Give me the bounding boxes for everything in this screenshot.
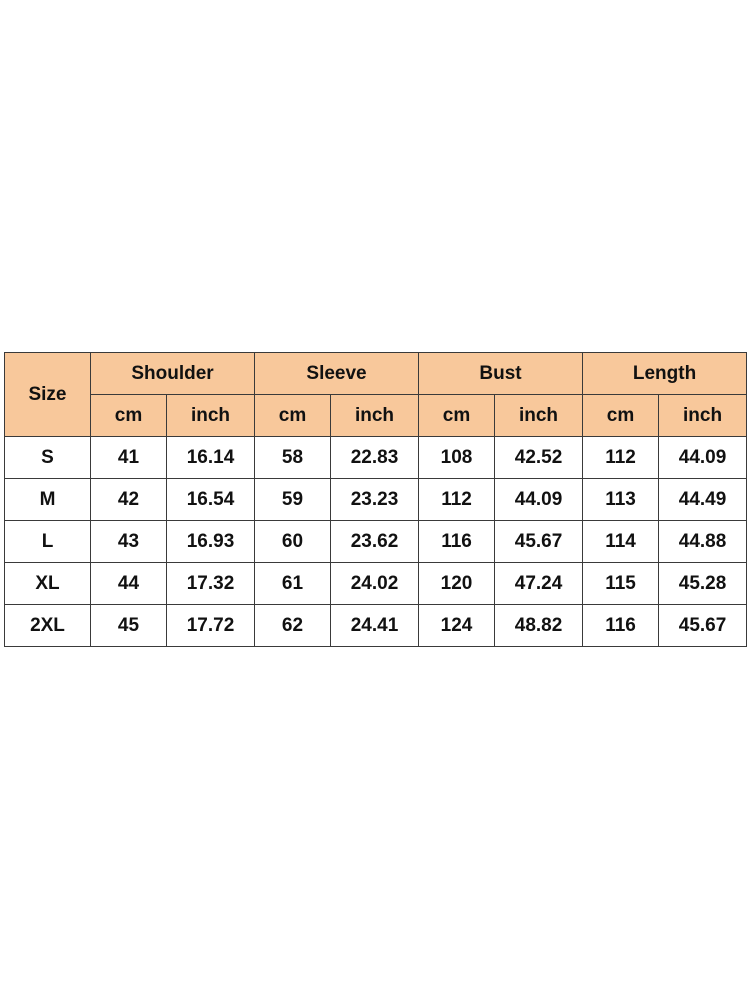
table-cell: 17.32: [167, 563, 255, 605]
table-cell: 44.88: [659, 521, 747, 563]
table-cell: 45: [91, 605, 167, 647]
table-cell: 23.62: [331, 521, 419, 563]
table-cell: 22.83: [331, 437, 419, 479]
unit-header: inch: [167, 395, 255, 437]
table-cell: 47.24: [495, 563, 583, 605]
unit-header: cm: [255, 395, 331, 437]
table-cell: 17.72: [167, 605, 255, 647]
unit-header: inch: [495, 395, 583, 437]
table-cell: 24.02: [331, 563, 419, 605]
table-cell: 45.67: [659, 605, 747, 647]
table-row: [5, 563, 747, 605]
table-cell: 112: [419, 479, 495, 521]
table-cell: 61: [255, 563, 331, 605]
table-cell: 44.09: [659, 437, 747, 479]
table-cell: 120: [419, 563, 495, 605]
table-cell: 60: [255, 521, 331, 563]
table-cell: 108: [419, 437, 495, 479]
table-row: [5, 605, 747, 647]
header-row-groups: [5, 353, 747, 395]
unit-header: inch: [659, 395, 747, 437]
table-cell: 114: [583, 521, 659, 563]
table-cell: 48.82: [495, 605, 583, 647]
table-cell: 45.28: [659, 563, 747, 605]
table-cell: 16.93: [167, 521, 255, 563]
size-header: Size: [5, 353, 91, 437]
table-row: [5, 521, 747, 563]
bust-header: Bust: [419, 353, 583, 395]
table-cell: 112: [583, 437, 659, 479]
table-cell: 58: [255, 437, 331, 479]
table-header: [5, 353, 747, 437]
table-cell: 59: [255, 479, 331, 521]
table-cell: 116: [583, 605, 659, 647]
size-chart-table: [4, 352, 747, 647]
header-row-units: [5, 395, 747, 437]
size-cell: M: [5, 479, 91, 521]
table-cell: 44: [91, 563, 167, 605]
table-cell: 45.67: [495, 521, 583, 563]
table-cell: 16.14: [167, 437, 255, 479]
size-cell: S: [5, 437, 91, 479]
shoulder-header: Shoulder: [91, 353, 255, 395]
table-body: [5, 437, 747, 647]
unit-header: cm: [419, 395, 495, 437]
table-cell: 16.54: [167, 479, 255, 521]
table-cell: 44.09: [495, 479, 583, 521]
table-row: [5, 479, 747, 521]
table-cell: 116: [419, 521, 495, 563]
unit-header: inch: [331, 395, 419, 437]
size-cell: XL: [5, 563, 91, 605]
table-cell: 124: [419, 605, 495, 647]
table-row: [5, 437, 747, 479]
unit-header: cm: [91, 395, 167, 437]
table-cell: 42: [91, 479, 167, 521]
table-cell: 24.41: [331, 605, 419, 647]
table-cell: 41: [91, 437, 167, 479]
sleeve-header: Sleeve: [255, 353, 419, 395]
table-cell: 42.52: [495, 437, 583, 479]
table-cell: 23.23: [331, 479, 419, 521]
length-header: Length: [583, 353, 747, 395]
size-cell: 2XL: [5, 605, 91, 647]
table-cell: 115: [583, 563, 659, 605]
size-cell: L: [5, 521, 91, 563]
table-cell: 62: [255, 605, 331, 647]
table-cell: 43: [91, 521, 167, 563]
table-cell: 44.49: [659, 479, 747, 521]
table-cell: 113: [583, 479, 659, 521]
unit-header: cm: [583, 395, 659, 437]
